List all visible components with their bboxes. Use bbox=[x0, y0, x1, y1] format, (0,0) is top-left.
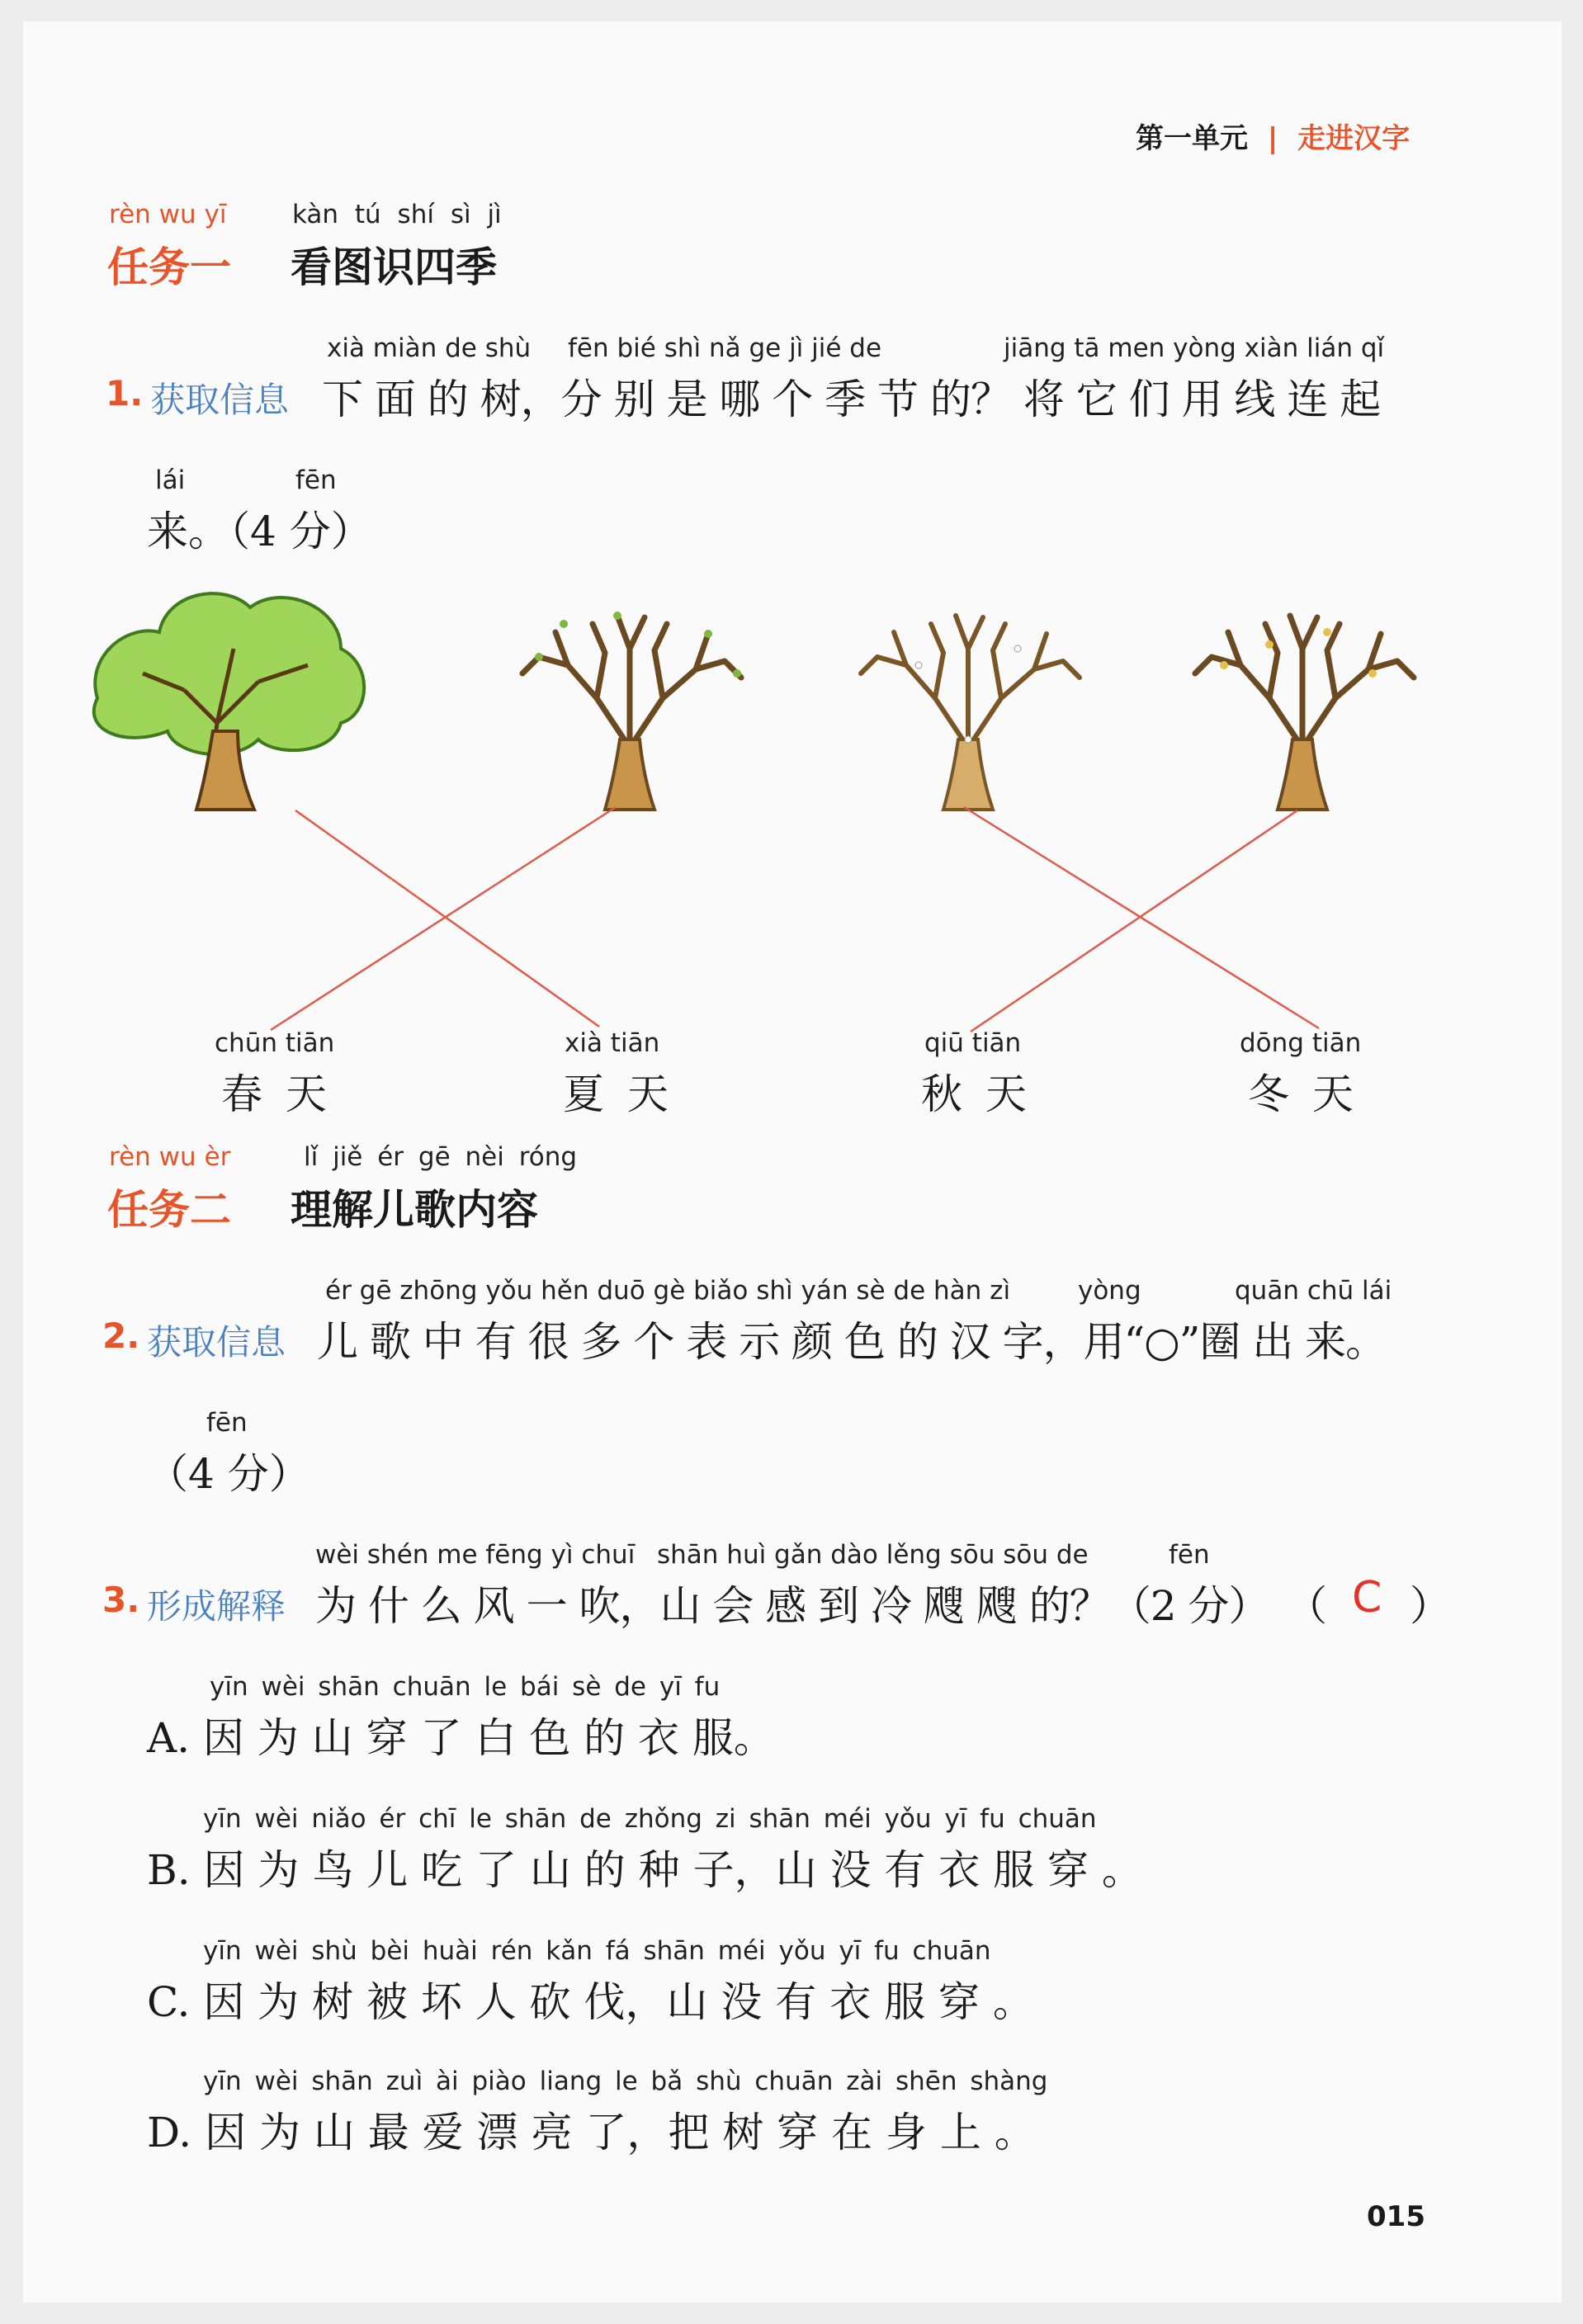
winter-tree-icon bbox=[1195, 616, 1414, 810]
season-pinyin-summer: xià tiān bbox=[565, 1028, 660, 1058]
option-d-pinyin: yīn wèi shān zuì ài piào liang le bǎ shù chuān zài shēn shàng bbox=[203, 2067, 1048, 2096]
q2-tag: 获取信息 bbox=[147, 1322, 286, 1363]
task2-title: 理解儿歌内容 bbox=[291, 1186, 538, 1234]
season-pinyin-spring: chūn tiān bbox=[215, 1028, 335, 1058]
q2-pinyin-2: yòng bbox=[1078, 1276, 1141, 1306]
task1-title-pinyin: kàn tú shí sì jì bbox=[292, 200, 502, 229]
q2-text-line1: 儿 歌 中 有 很 多 个 表 示 颜 色 的 汉 字，用“○”圈 出 来。 bbox=[317, 1318, 1387, 1366]
q1-text-line2: 来。（4 分） bbox=[147, 508, 372, 555]
match-line-spring bbox=[271, 807, 616, 1030]
q1-number: 1. bbox=[106, 373, 144, 413]
page-number: 015 bbox=[1367, 2200, 1425, 2233]
task2-label-pinyin: rèn wu èr bbox=[109, 1142, 231, 1172]
q1-pinyin-2: fēn bié shì nǎ ge jì jié de bbox=[568, 333, 882, 363]
match-line-winter bbox=[971, 810, 1297, 1032]
option-c-pinyin: yīn wèi shù bèi huài rén kǎn fá shān méi yǒu yī fu chuān bbox=[203, 1936, 991, 1966]
q2-text-line2: （4 分） bbox=[147, 1450, 310, 1498]
season-pinyin-winter: dōng tiān bbox=[1240, 1028, 1362, 1058]
q1-pinyin-fen: fēn bbox=[295, 465, 337, 495]
option-b-text: B. 因 为 鸟 儿 吃 了 山 的 种 子，山 没 有 衣 服 穿 。 bbox=[147, 1846, 1143, 1894]
q3-answer: C bbox=[1352, 1573, 1382, 1623]
season-label-summer: 夏 天 bbox=[563, 1070, 673, 1118]
q1-tag: 获取信息 bbox=[150, 380, 290, 420]
q2-pinyin-1: ér gē zhōng yǒu hěn duō gè biǎo shì yán sè de hàn zì bbox=[325, 1276, 1011, 1306]
workbook-page bbox=[23, 21, 1562, 2303]
summer-tree-icon bbox=[94, 593, 364, 810]
q3-pinyin-1: wèi shén me fēng yì chuī bbox=[315, 1540, 636, 1570]
topic-label: 走进汉字 bbox=[1297, 122, 1411, 155]
q3-pinyin-2: shān huì gǎn dào lěng sōu sōu de bbox=[657, 1540, 1089, 1570]
q3-bracket-open: （ bbox=[1286, 1582, 1327, 1630]
q1-pinyin-lai: lái bbox=[155, 465, 186, 495]
task1-label-pinyin: rèn wu yī bbox=[109, 200, 227, 229]
option-c-text: C. 因 为 树 被 坏 人 砍 伐，山 没 有 衣 服 穿 。 bbox=[147, 1978, 1034, 2026]
season-label-spring: 春 天 bbox=[221, 1070, 332, 1118]
q1-pinyin-3: jiāng tā men yòng xiàn lián qǐ bbox=[1004, 333, 1385, 363]
option-a-text: A. 因 为 山 穿 了 白 色 的 衣 服。 bbox=[147, 1714, 775, 1762]
trees-illustration bbox=[23, 583, 1562, 814]
season-label-autumn: 秋 天 bbox=[921, 1070, 1032, 1118]
answer-lines bbox=[23, 789, 1562, 1045]
season-pinyin-autumn: qiū tiān bbox=[924, 1028, 1022, 1058]
spring-tree-icon bbox=[522, 612, 741, 810]
page-header bbox=[1136, 116, 1410, 156]
q3-text-line1: 为 什 么 风 一 吹，山 会 感 到 冷 飕 飕 的？（2 分） bbox=[315, 1582, 1269, 1630]
option-a-pinyin: yīn wèi shān chuān le bái sè de yī fu bbox=[210, 1672, 721, 1702]
q1-text-line1: 下 面 的 树，分 别 是 哪 个 季 节 的？ 将 它 们 用 线 连 起 bbox=[322, 376, 1381, 423]
match-line-autumn bbox=[964, 807, 1319, 1028]
q2-pinyin-3: quān chū lái bbox=[1235, 1276, 1392, 1306]
task2-title-pinyin: lǐ jiě ér gē nèi róng bbox=[304, 1142, 578, 1172]
q3-tag: 形成解释 bbox=[147, 1586, 286, 1627]
option-b-pinyin: yīn wèi niǎo ér chī le shān de zhǒng zi shān méi yǒu yī fu chuān bbox=[203, 1804, 1097, 1834]
match-line-summer bbox=[295, 810, 599, 1027]
season-label-winter: 冬 天 bbox=[1248, 1070, 1359, 1118]
task1-label: 任务一 bbox=[107, 243, 231, 291]
q2-number: 2. bbox=[102, 1316, 140, 1356]
q3-pinyin-3: fēn bbox=[1169, 1540, 1210, 1570]
unit-label: 第一单元 bbox=[1136, 122, 1248, 155]
autumn-tree-icon bbox=[861, 616, 1080, 810]
q3-bracket-close: ） bbox=[1410, 1582, 1451, 1630]
task1-title: 看图识四季 bbox=[291, 243, 497, 291]
header-separator: | bbox=[1267, 122, 1278, 155]
option-d-text: D. 因 为 山 最 爱 漂 亮 了，把 树 穿 在 身 上 。 bbox=[147, 2109, 1036, 2156]
q2-pinyin-fen: fēn bbox=[206, 1408, 248, 1438]
task2-label: 任务二 bbox=[107, 1186, 231, 1234]
q1-pinyin-1: xià miàn de shù bbox=[327, 333, 532, 363]
q3-number: 3. bbox=[102, 1580, 140, 1620]
